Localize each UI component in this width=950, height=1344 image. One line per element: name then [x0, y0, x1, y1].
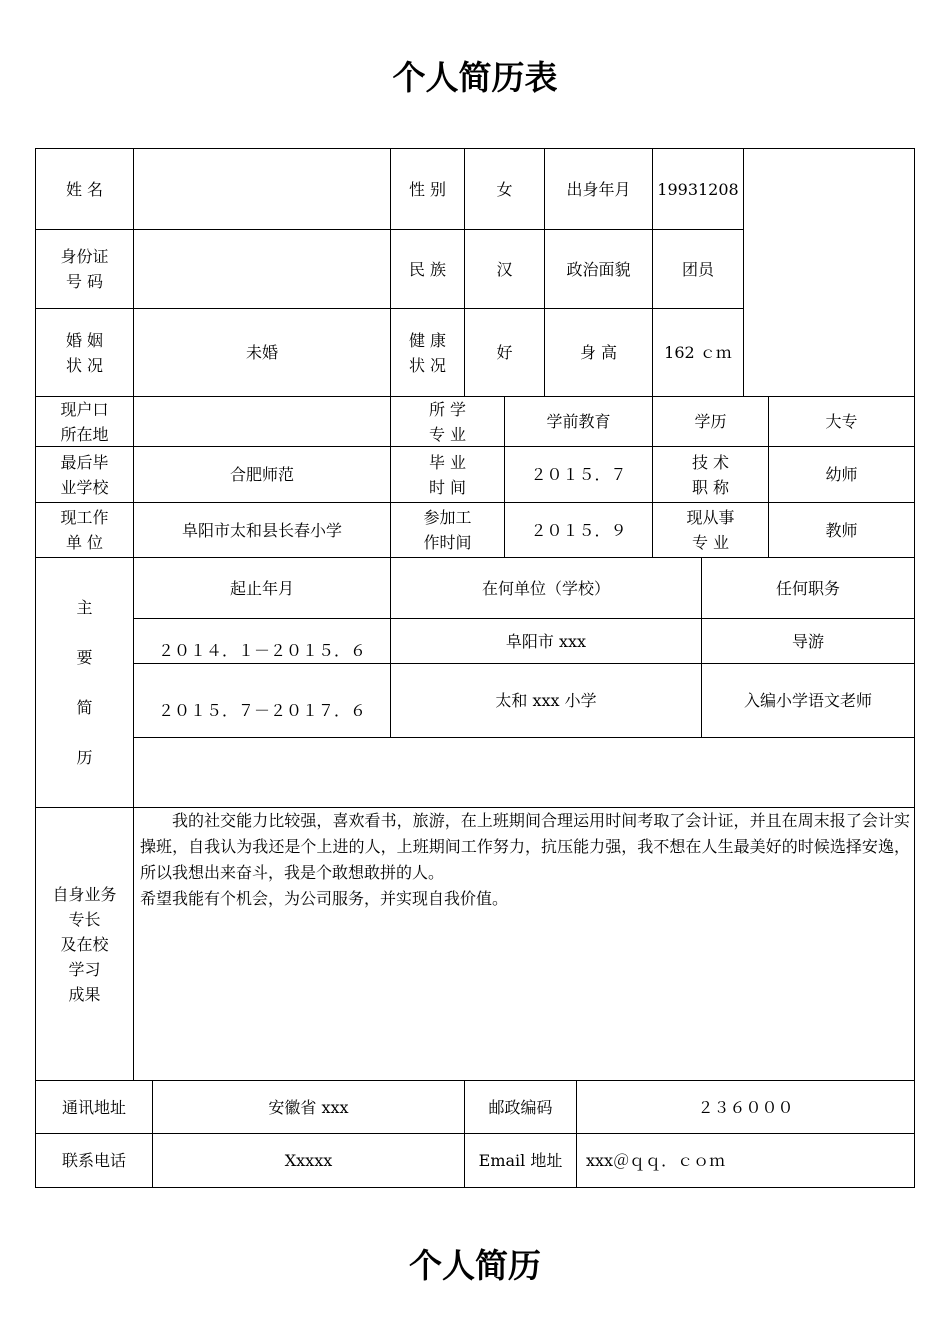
self-label-line: 成果 [68, 984, 101, 1004]
major-label [391, 397, 504, 446]
email-value: xxx＠ｑｑ．ｃｏｍ [586, 1151, 726, 1170]
tech-title-label [653, 447, 768, 502]
self-label [36, 808, 133, 1080]
marital-label [36, 309, 133, 396]
education-label: 学历 [694, 412, 727, 431]
hukou-label-line-1: 现户口 [60, 399, 109, 419]
name-label: 姓 名 [65, 179, 104, 199]
name-value [134, 149, 390, 229]
politics-value: 团员 [681, 259, 714, 279]
workplace-label [36, 503, 133, 557]
zip-label: 邮政编码 [488, 1097, 553, 1117]
photo-area [744, 149, 914, 396]
school-label-line-2: 业学校 [60, 477, 109, 497]
history-unit: 太和 xxx 小学 [495, 691, 597, 710]
workplace-label-line-1: 现工作 [60, 508, 109, 527]
major-label-line-2: 专 业 [428, 424, 467, 444]
graduation-label [391, 447, 504, 502]
current-job-label-line-2: 专 业 [691, 533, 730, 552]
address-value: 安徽省 xxx [268, 1097, 349, 1117]
hukou-label [36, 397, 133, 446]
school-label-line-1: 最后毕 [60, 452, 109, 472]
education-value: 大专 [825, 412, 858, 431]
gender-label: 性 别 [408, 179, 447, 199]
history-unit: 阜阳市 xxx [505, 631, 587, 651]
marital-label-line-2: 状 况 [65, 355, 104, 375]
tech-title-label-line-2: 职 称 [691, 477, 730, 497]
current-job-label-line-1: 现从事 [686, 508, 735, 527]
history-label-char: 简 [76, 697, 93, 717]
birth-value: 19931208 [657, 179, 739, 199]
politics-label: 政治面貌 [566, 259, 631, 279]
history-label-char: 主 [76, 597, 93, 617]
marital-label-line-1: 婚 姻 [65, 330, 104, 350]
self-label-line: 学习 [68, 959, 101, 979]
work-start-value: ２０１５．９ [530, 520, 627, 540]
current-job-value: 教师 [825, 520, 858, 540]
zip-value: ２３６０００ [697, 1097, 794, 1117]
self-paragraph-1: 我的社交能力比较强，喜欢看书，旅游，在上班期间合理运用时间考取了会计证，并且在周末报了会计实操班，自我认为我还是个上进的人，上班期间工作努力，抗压能力强，我不想在人生最美好的时候选择安逸，所以我想出来奋斗，我是个敢想敢拼的人。 [140, 811, 910, 882]
self-label-line: 专长 [68, 909, 101, 929]
marital-value: 未婚 [245, 343, 278, 362]
self-label-line: 自身业务 [52, 884, 117, 904]
school-value: 合肥师范 [229, 465, 294, 484]
id-label-line-2: 号 码 [65, 272, 104, 291]
id-value [134, 230, 390, 308]
graduation-value: ２０１５．７ [530, 465, 627, 484]
graduation-label-line-2: 时 间 [428, 477, 467, 497]
graduation-label-line-1: 毕 业 [428, 452, 467, 472]
gender-value: 女 [496, 179, 513, 199]
tech-title-label-line-1: 技 术 [691, 452, 730, 472]
work-start-label-line-2: 作时间 [423, 533, 472, 552]
email-label: Email 地址 [478, 1151, 563, 1170]
health-label-line-1: 健 康 [408, 330, 447, 350]
history-header-period: 起止年月 [229, 578, 294, 598]
work-start-label [391, 503, 504, 557]
hukou-label-line-2: 所在地 [60, 424, 109, 444]
workplace-value: 阜阳市太和县长春小学 [181, 520, 342, 540]
self-paragraph-2: 希望我能有个机会，为公司服务，并实现自我价值。 [140, 889, 509, 908]
phone-value: Xxxxx [284, 1151, 333, 1170]
health-label [391, 309, 464, 396]
workplace-label-line-2: 单 位 [65, 533, 104, 552]
ethnic-label: 民 族 [408, 259, 447, 279]
health-value: 好 [496, 343, 513, 362]
school-label [36, 447, 133, 502]
height-label: 身 高 [579, 343, 618, 362]
major-label-line-1: 所 学 [428, 399, 467, 419]
history-label [36, 558, 133, 807]
hukou-value [134, 397, 390, 446]
tech-title-value: 幼师 [825, 465, 858, 484]
id-label [36, 230, 133, 308]
id-label-line-1: 身份证 [60, 247, 109, 266]
page-title: 个人简历表 [392, 58, 558, 97]
history-period: ２０１４．１－２０１５．６ [157, 641, 366, 660]
major-value: 学前教育 [546, 412, 611, 431]
ethnic-value: 汉 [496, 259, 513, 279]
history-label-char: 历 [76, 747, 93, 767]
phone-label: 联系电话 [61, 1151, 126, 1170]
history-period: ２０１５．７－２０１７．６ [157, 700, 366, 720]
history-position: 导游 [791, 631, 824, 651]
current-job-label [653, 503, 768, 557]
self-description [140, 808, 910, 912]
address-label: 通讯地址 [61, 1097, 126, 1117]
birth-label: 出身年月 [566, 179, 631, 199]
history-position: 入编小学语文老师 [743, 691, 872, 710]
history-header-position: 任何职务 [775, 578, 840, 598]
self-label-line: 及在校 [60, 934, 109, 954]
work-start-label-line-1: 参加工 [423, 508, 472, 527]
health-label-line-2: 状 况 [408, 355, 447, 375]
history-header-unit: 在何单位（学校） [481, 578, 610, 598]
bottom-title: 个人简历 [409, 1246, 541, 1285]
height-value: 162 ｃｍ [664, 343, 732, 362]
history-label-char: 要 [76, 647, 93, 667]
